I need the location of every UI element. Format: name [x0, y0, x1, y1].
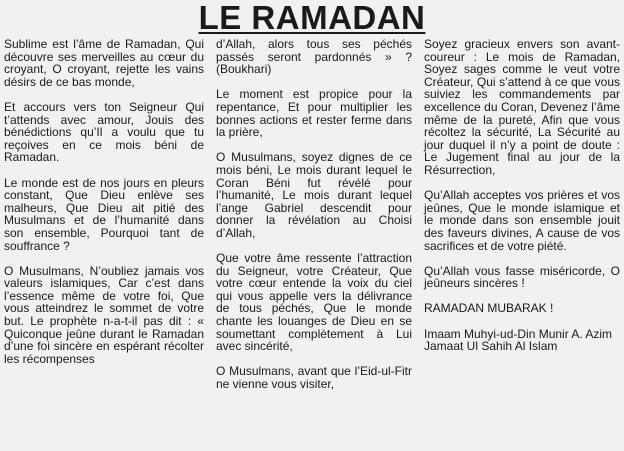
paragraph: Soyez gracieux envers son avant-coureur : Le mois de Ramadan, Soyez sages comme le veut votre Créateur, Qui s’attend à ce que vous suiviez les commandements par excellence du Coran, Devenez l’âme même de la pureté, Afin que vous récoltez la sécurité, La Sécurité au jour duquel il n’y a point de doute : Le Jugement final au jour de la Résurrection,: [424, 37, 620, 177]
paragraph: Sublime est l’âme de Ramadan, Qui découvre ses merveilles au cœur du croyant, O croyant, rejette les vains désirs de ce bas monde,: [4, 37, 204, 89]
paragraph: Le moment est propice pour la repentance, Et pour multiplier les bonnes actions et rester ferme dans la prière,: [216, 87, 412, 140]
text-column-3: [424, 38, 620, 353]
text-column-2: [216, 38, 412, 391]
text-column-1: [4, 38, 204, 365]
closing-greeting: RAMADAN MUBARAK !: [424, 301, 554, 316]
page-title: LE RAMADAN: [198, 0, 426, 36]
paragraph: d’Allah, alors tous ses péchés passés seront pardonnés » ? (Boukhari): [216, 37, 412, 77]
paragraph: O Musulmans, soyez dignes de ce mois béni, Le mois durant lequel le Coran Béni fut révélé pour l’humanité, Le mois durant lequel l’ange Gabriel descendit pour donner la révélation au Choisi d’Allah,: [216, 150, 412, 240]
paragraph: O Musulmans, N’oubliez jamais vos valeurs islamiques, Car c’est dans l’essence même de votre foi, Que vous atteindrez le sommet de votre but. Le prophète n-a-t-il pas dit : « Quiconque jeûne durant le Ramadan d’une foi sincère en espérant récolter les récompenses: [4, 263, 204, 366]
paragraph: Qu’Allah acceptes vos prières et vos jeûnes, Que le monde islamique et le monde dans son ensemble jouit des faveurs divines, A cause de vos sacrifices et de votre piété.: [424, 188, 620, 253]
signature: [424, 328, 620, 353]
paragraph: O Musulmans, avant que l’Eid-ul-Fitr ne vienne vous visiter,: [216, 364, 412, 392]
paragraph: Le monde est de nos jours en pleurs constant, Que Dieu enlève ses malheurs, Que Dieu ait pitié des Musulmans et de l’humanité dans son ensemble, Pourquoi tant de souffrance ?: [4, 175, 204, 253]
paragraph: Qu’Allah vous fasse miséricorde, O jeûneurs sincères !: [424, 263, 620, 291]
signature-author: Imaam Muhyi-ud-Din Munir A. Azim: [424, 326, 613, 341]
signature-organization: Jamaat Ul Sahih Al Islam: [424, 339, 558, 354]
paragraph: Et accours vers ton Seigneur Qui t’attends avec amour, Jouis des bénédictions qu’Il a voulu que tu reçoives en ce mois béni de Ramadan.: [4, 99, 204, 165]
paragraph: Que votre âme ressente l’attraction du Seigneur, votre Créateur, Que votre cœur entende la voix du ciel qui vous appelle vers la délivrance de tous péchés, Que le monde chante les louanges de Dieu en se soumettant complètement à Lui avec sincérité,: [216, 251, 412, 354]
